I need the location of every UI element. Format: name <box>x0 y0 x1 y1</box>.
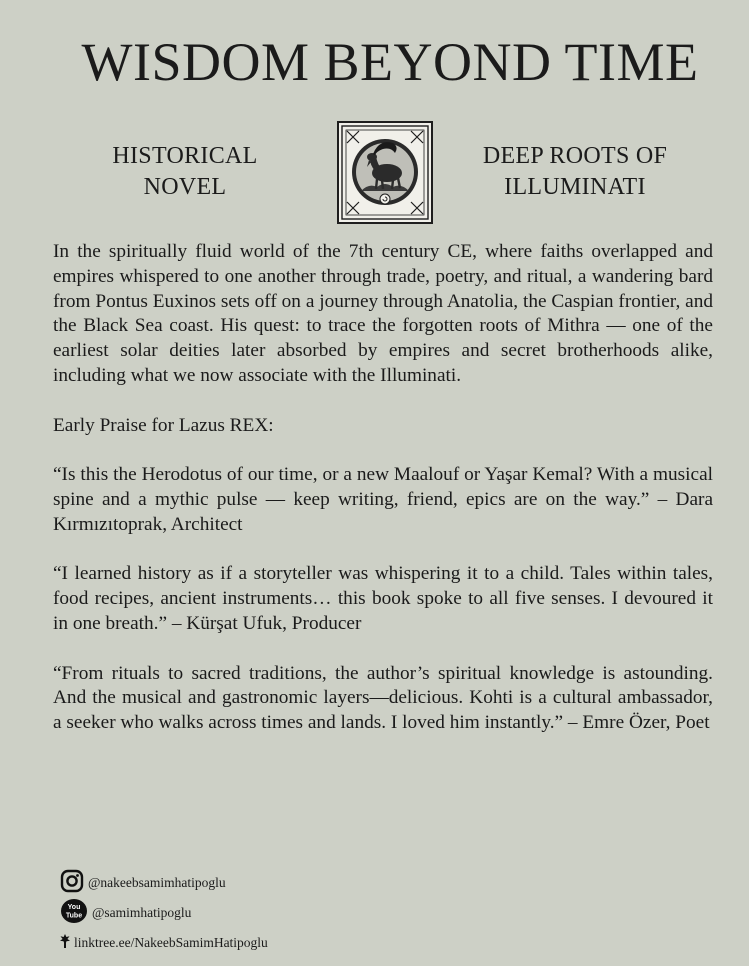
theme-label <box>455 141 695 203</box>
social-links <box>60 868 268 958</box>
page-title: WISDOM BEYOND TIME <box>81 32 699 92</box>
genre-label-line2: NOVEL <box>143 174 227 200</box>
genre-label-line1: HISTORICAL <box>112 143 258 169</box>
praise-heading: Early Praise for Lazus REX: <box>53 414 274 436</box>
praise-quote: “Is this the Herodotus of our time, or a new Maalouf or Yaşar Kemal? With a musical spine and a mythic pulse — keep writing, friend, epics are on the way.” – Dara Kırmızıtoprak, Architect <box>53 464 713 535</box>
linktree-icon <box>60 934 70 953</box>
linktree-link[interactable]: linktree.ee/NakeebSamimHatipoglu <box>74 935 268 950</box>
instagram-row <box>60 868 268 898</box>
youtube-handle[interactable]: @samimhatipoglu <box>92 905 192 920</box>
svg-text:Tube: Tube <box>65 912 83 919</box>
svg-text:You: You <box>67 903 81 911</box>
instagram-handle[interactable]: @nakeebsamimhatipoglu <box>88 875 226 890</box>
theme-label-line2: ILLUMINATI <box>504 174 646 200</box>
praise-quote: “From rituals to sacred traditions, the author’s spiritual knowledge is astounding. And the musical and gastronomic layers—delicious. Kohti is a cultural ambassador, a seeker who walks across times and lands. I loved him instantly.” – Emre Özer, Poet <box>53 662 713 734</box>
goat-emblem-icon <box>337 121 433 224</box>
book-description <box>53 240 713 761</box>
genre-label <box>90 141 280 203</box>
youtube-row <box>60 898 268 928</box>
theme-label-line1: DEEP ROOTS OF <box>482 143 668 169</box>
youtube-icon <box>60 898 88 929</box>
intro-paragraph: In the spiritually fluid world of the 7th century CE, where faiths overlapped and empires whispered to one another through trade, poetry, and ritual, a wandering bard from Pontus Euxinos sets off on a journey through Anatolia, the Caspian frontier, and the Black Sea coast. His quest: to trace the forgotten roots of Mithra — one of the earliest solar deities later absorbed by empires and secret brotherhoods alike, including what we now associate with the Illuminati. <box>53 241 713 386</box>
linktree-row <box>60 928 268 958</box>
instagram-icon <box>60 869 84 898</box>
praise-quote: “I learned history as if a storyteller was whispering it to a child. Tales within tales, food recipes, ancient instruments… this book spoke to all five senses. I devoured it in one breath.” – Kürşat Ufuk, Producer <box>53 563 713 634</box>
